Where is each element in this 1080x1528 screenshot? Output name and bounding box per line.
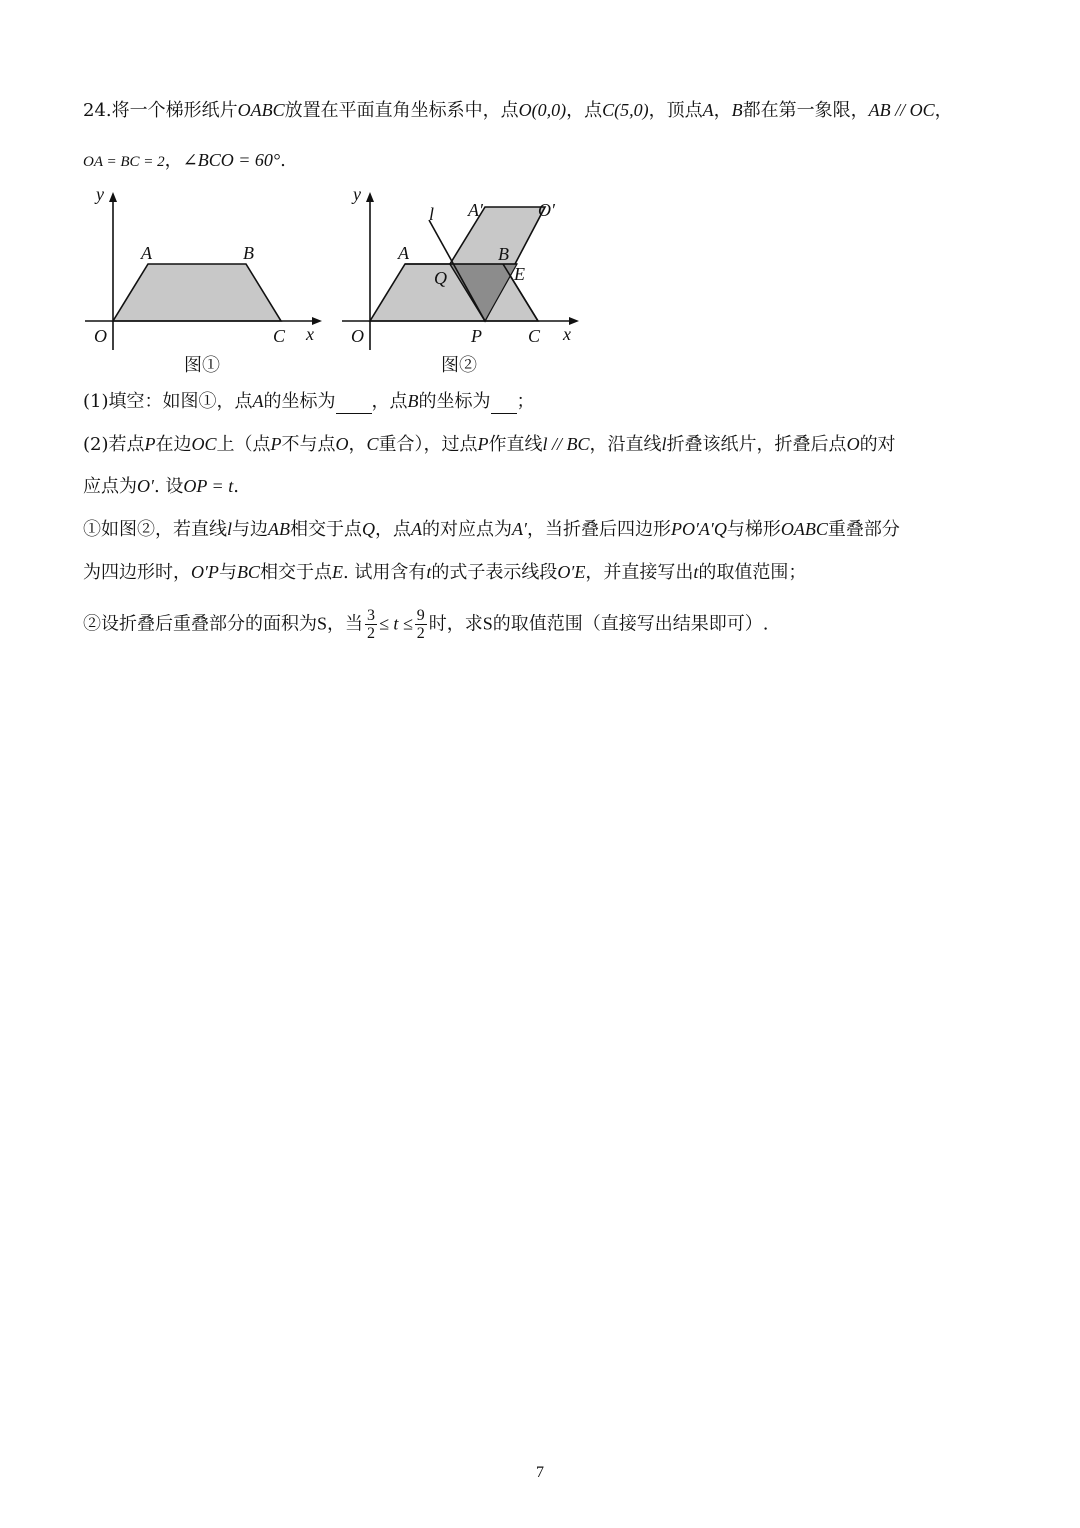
text: 与边 bbox=[232, 519, 269, 540]
label-o: O bbox=[94, 326, 107, 346]
text: 将一个梯形纸片 bbox=[111, 100, 238, 121]
label-y: y bbox=[353, 184, 361, 204]
label-c: C bbox=[528, 326, 541, 346]
math: Q bbox=[362, 519, 376, 539]
text: 的坐标为 bbox=[418, 391, 491, 412]
math: S bbox=[317, 613, 328, 634]
sub-question-2 bbox=[83, 607, 769, 642]
math: B bbox=[407, 391, 419, 411]
problem-line-2 bbox=[83, 148, 286, 174]
y-axis-arrow bbox=[366, 192, 374, 202]
math: O(0,0) bbox=[518, 100, 567, 120]
text: ， bbox=[164, 150, 183, 171]
math: C bbox=[366, 434, 379, 454]
text: ， bbox=[934, 100, 953, 121]
text: 重合），过点 bbox=[378, 434, 478, 455]
math: l // BC bbox=[542, 434, 590, 454]
text: 都在第一象限， bbox=[742, 100, 869, 121]
fraction-upper bbox=[415, 607, 427, 642]
figure-1-caption: 图① bbox=[184, 355, 220, 376]
numerator: 9 bbox=[416, 607, 425, 624]
answer-blank-a[interactable] bbox=[336, 395, 372, 414]
text: . bbox=[280, 150, 286, 171]
math: AB // OC bbox=[868, 100, 935, 120]
label-a-prime: A′ bbox=[468, 200, 483, 220]
math: O′ bbox=[137, 476, 154, 496]
text: 的坐标为 bbox=[263, 391, 336, 412]
text: ，并直接写出 bbox=[585, 562, 694, 583]
math: A′ bbox=[512, 519, 527, 539]
math: OABC bbox=[780, 519, 828, 539]
text: 的取值范围； bbox=[698, 562, 807, 583]
math: A bbox=[252, 391, 264, 411]
fraction-lower bbox=[365, 607, 377, 642]
figure-2-caption: 图② bbox=[441, 355, 477, 376]
label-y: y bbox=[96, 184, 104, 204]
text: 在边 bbox=[155, 434, 192, 455]
text: ； bbox=[516, 391, 535, 412]
sub-question-1-line-2 bbox=[83, 560, 806, 585]
denominator: 2 bbox=[367, 625, 376, 642]
text: 的对应点为 bbox=[422, 519, 513, 540]
label-b: B bbox=[243, 243, 254, 263]
text: . 试用含有 bbox=[342, 562, 427, 583]
text: ，沿直线 bbox=[589, 434, 662, 455]
text: 相交于点 bbox=[259, 562, 332, 583]
label-o: O bbox=[351, 326, 364, 346]
text: ， bbox=[348, 434, 367, 455]
part-1 bbox=[83, 389, 535, 414]
text: 不与点 bbox=[281, 434, 336, 455]
text: 折叠该纸片，折叠后点 bbox=[666, 434, 847, 455]
text: 的取值范围（直接写出结果即可）. bbox=[492, 613, 769, 635]
trapezoid-oabc bbox=[113, 264, 281, 321]
problem-line-1 bbox=[83, 98, 953, 123]
math: l bbox=[661, 434, 667, 454]
text: ，当 bbox=[327, 613, 364, 635]
math: l bbox=[227, 519, 233, 539]
label-l: l bbox=[429, 204, 435, 224]
math: A bbox=[702, 100, 714, 120]
text: 与梯形 bbox=[726, 519, 781, 540]
math: C(5,0) bbox=[602, 100, 649, 120]
label-q: Q bbox=[434, 268, 447, 288]
label-x: x bbox=[306, 324, 314, 344]
text: 作直线 bbox=[488, 434, 543, 455]
text: 放置在平面直角坐标系中，点 bbox=[284, 100, 519, 121]
math: OP = t bbox=[183, 476, 234, 496]
math: S bbox=[482, 613, 493, 634]
math: E bbox=[331, 562, 343, 582]
text: (2)若点 bbox=[83, 434, 145, 455]
text: . 设 bbox=[153, 476, 184, 497]
math: OA = BC = 2 bbox=[83, 154, 165, 170]
text: 为四边形时， bbox=[83, 562, 191, 583]
label-x: x bbox=[563, 324, 571, 344]
part-2-line-2 bbox=[83, 474, 239, 499]
text: 与 bbox=[218, 562, 237, 583]
text: (1)填空：如图①，点 bbox=[83, 391, 253, 412]
text: 应点为 bbox=[83, 476, 137, 497]
label-o-prime: O′ bbox=[538, 200, 555, 220]
text: ，顶点 bbox=[648, 100, 703, 121]
label-c: C bbox=[273, 326, 286, 346]
text: 的对 bbox=[859, 434, 896, 455]
text: 重叠部分 bbox=[827, 519, 900, 540]
text: 相交于点 bbox=[290, 519, 363, 540]
label-a: A bbox=[141, 243, 152, 263]
numerator: 3 bbox=[367, 607, 376, 624]
sub-question-1-line-1 bbox=[83, 517, 900, 542]
text: . bbox=[233, 476, 239, 497]
math: O′E bbox=[557, 562, 586, 582]
label-b: B bbox=[498, 244, 509, 264]
math: PO′A′Q bbox=[670, 519, 727, 539]
math: OC bbox=[191, 434, 217, 454]
figure-2 bbox=[335, 180, 585, 355]
math: O bbox=[335, 434, 349, 454]
text: ①如图②，若直线 bbox=[83, 519, 227, 540]
answer-blank-b[interactable] bbox=[491, 395, 517, 414]
label-p: P bbox=[471, 326, 482, 346]
problem-number: 24. bbox=[83, 100, 112, 121]
part-2-line-1 bbox=[83, 432, 896, 457]
math: t bbox=[693, 562, 699, 582]
text: 上（点 bbox=[216, 434, 271, 455]
math: ≤ t ≤ bbox=[379, 613, 413, 634]
figure-1 bbox=[78, 180, 328, 355]
y-axis-arrow bbox=[109, 192, 117, 202]
text: 时，求 bbox=[428, 613, 483, 635]
math: P bbox=[270, 434, 282, 454]
text: ，当折叠后四边形 bbox=[526, 519, 671, 540]
text: ②设折叠后重叠部分的面积为 bbox=[83, 613, 317, 635]
text: ，点 bbox=[375, 519, 412, 540]
math: AB bbox=[268, 519, 291, 539]
math: O′P bbox=[191, 562, 219, 582]
label-a: A bbox=[398, 243, 409, 263]
label-e: E bbox=[514, 264, 525, 284]
math: t bbox=[426, 562, 432, 582]
text: ，点 bbox=[371, 391, 408, 412]
math: P bbox=[477, 434, 489, 454]
text: ，点 bbox=[566, 100, 603, 121]
math: BC bbox=[236, 562, 260, 582]
text: ， bbox=[713, 100, 732, 121]
math: ∠BCO = 60° bbox=[182, 150, 281, 170]
page-number: 7 bbox=[536, 1464, 544, 1481]
math: OABC bbox=[237, 100, 285, 120]
denominator: 2 bbox=[416, 625, 425, 642]
math: O bbox=[846, 434, 860, 454]
math: B bbox=[731, 100, 743, 120]
math: A bbox=[411, 519, 423, 539]
math: P bbox=[144, 434, 156, 454]
text: 的式子表示线段 bbox=[431, 562, 558, 583]
